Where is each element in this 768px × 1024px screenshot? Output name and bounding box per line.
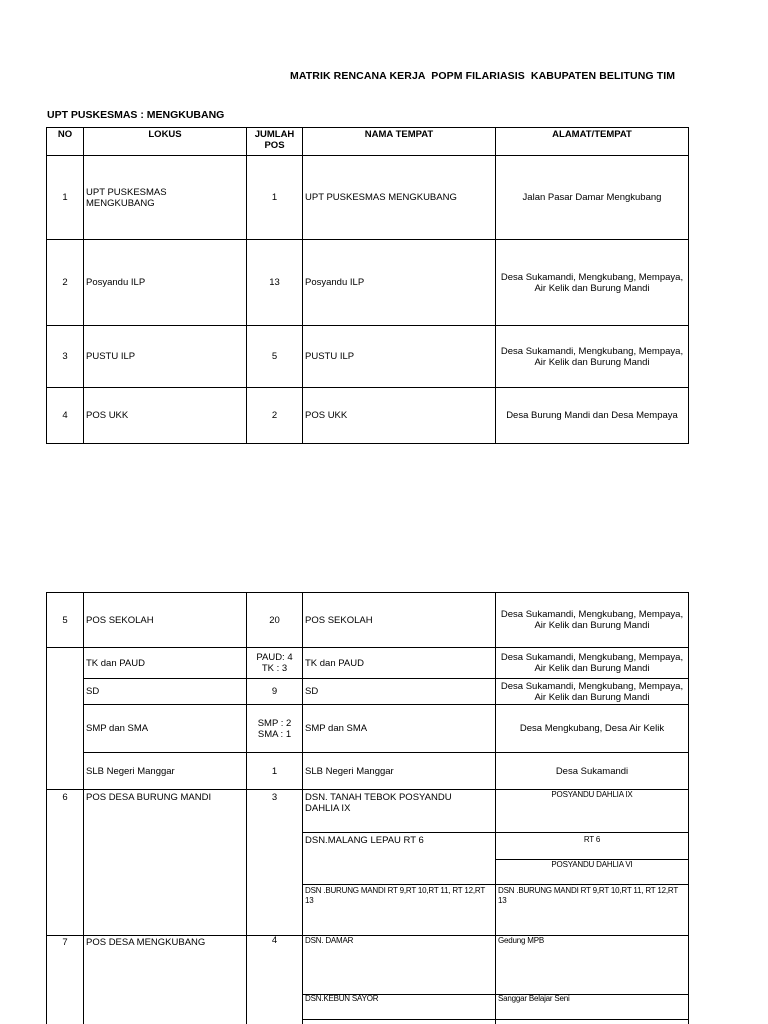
document-title: MATRIK RENCANA KERJA POPM FILARIASIS KABUPATEN BELITUNG TIM — [290, 70, 676, 82]
row-slb-alamat: Desa Sukamandi — [555, 765, 629, 777]
row-7-nama-2: DSN.KEBUN SAYOR — [305, 994, 379, 1003]
row-3-nama: PUSTU ILP — [305, 351, 355, 362]
header-jumlah-pos: JUMLAH POS — [254, 129, 295, 151]
row-sd-alamat: Desa Sukamandi, Mengkubang, Mempaya, Air Kelik dan Burung Mandi — [500, 680, 684, 703]
row-sd-nama: SD — [305, 686, 319, 697]
row-tk-alamat: Desa Sukamandi, Mengkubang, Mempaya, Air Kelik dan Burung Mandi — [500, 652, 684, 674]
row-3-no: 3 — [62, 351, 68, 362]
row-6-nama-1: DSN. TANAH TEBOK POSYANDU DAHLIA IX — [305, 792, 452, 814]
row-6-no: 6 — [62, 792, 68, 803]
row-5-jumlah: 20 — [269, 614, 280, 626]
header-alamat: ALAMAT/TEMPAT — [552, 129, 632, 140]
row-6-lokus: POS DESA BURUNG MANDI — [86, 792, 212, 803]
row-7-lokus: POS DESA MENGKUBANG — [86, 937, 206, 948]
row-slb-jumlah: 1 — [271, 765, 278, 777]
row-2-nama: Posyandu ILP — [305, 277, 365, 288]
row-6-alamat-1: POSYANDU DAHLIA IX — [551, 790, 633, 799]
row-1-alamat: Jalan Pasar Damar Mengkubang — [522, 192, 662, 203]
row-smp-alamat: Desa Mengkubang, Desa Air Kelik — [519, 723, 665, 734]
row-5-lokus: POS SEKOLAH — [86, 614, 154, 626]
row-tk-nama: TK dan PAUD — [305, 657, 364, 669]
row-3-alamat: Desa Sukamandi, Mengkubang, Mempaya, Air Kelik dan Burung Mandi — [500, 345, 684, 368]
row-tk-jumlah: PAUD: 4 TK : 3 — [256, 652, 293, 674]
header-lokus: LOKUS — [148, 129, 182, 140]
row-5-no: 5 — [62, 614, 68, 626]
row-4-lokus: POS UKK — [86, 410, 129, 421]
row-7-nama-1: DSN. DAMAR — [305, 936, 354, 945]
row-7-no: 7 — [62, 937, 68, 948]
row-sd-jumlah: 9 — [271, 686, 278, 697]
row-5-nama: POS SEKOLAH — [305, 614, 373, 626]
row-7-alamat-2: Sanggar Belajar Seni — [498, 994, 570, 1003]
row-4-alamat: Desa Burung Mandi dan Desa Mempaya — [506, 410, 678, 421]
row-6-nama-2: DSN.MALANG LEPAU RT 6 — [305, 835, 424, 846]
upt-label: UPT PUSKESMAS : MENGKUBANG — [47, 109, 225, 121]
row-sd-lokus: SD — [86, 686, 100, 697]
row-2-jumlah: 13 — [269, 277, 280, 288]
row-4-jumlah: 2 — [271, 410, 278, 421]
row-6-jumlah: 3 — [271, 792, 278, 803]
row-1-jumlah: 1 — [271, 192, 278, 203]
row-7-alamat-1: Gedung MPB — [498, 936, 545, 945]
row-1-nama: UPT PUSKESMAS MENGKUBANG — [305, 192, 457, 203]
row-1-lokus: UPT PUSKESMAS MENGKUBANG — [86, 186, 167, 209]
row-5-alamat: Desa Sukamandi, Mengkubang, Mempaya, Air Kelik dan Burung Mandi — [500, 609, 684, 631]
row-3-jumlah: 5 — [271, 351, 278, 362]
row-6-alamat-4: DSN .BURUNG MANDI RT 9,RT 10,RT 11, RT 12,RT 13 — [498, 886, 678, 905]
header-nama-tempat: NAMA TEMPAT — [364, 129, 434, 140]
row-6-alamat-2: RT 6 — [583, 835, 601, 844]
header-no: NO — [57, 129, 73, 140]
row-slb-nama: SLB Negeri Manggar — [305, 765, 394, 777]
row-2-alamat: Desa Sukamandi, Mengkubang, Mempaya, Air Kelik dan Burung Mandi — [500, 271, 684, 294]
row-smp-nama: SMP dan SMA — [305, 723, 368, 734]
row-6-alamat-3: POSYANDU DAHLIA VI — [551, 860, 633, 869]
row-smp-jumlah: SMP : 2 SMA : 1 — [257, 717, 292, 740]
row-slb-lokus: SLB Negeri Manggar — [86, 765, 175, 777]
row-2-no: 2 — [62, 277, 68, 288]
row-4-nama: POS UKK — [305, 410, 348, 421]
row-tk-lokus: TK dan PAUD — [86, 657, 145, 669]
row-smp-lokus: SMP dan SMA — [86, 723, 149, 734]
row-3-lokus: PUSTU ILP — [86, 351, 136, 362]
row-2-lokus: Posyandu ILP — [86, 277, 146, 288]
row-4-no: 4 — [62, 410, 68, 421]
row-7-jumlah: 4 — [271, 935, 278, 946]
row-6-nama-3: DSN .BURUNG MANDI RT 9,RT 10,RT 11, RT 12,RT 13 — [305, 886, 485, 905]
row-1-no: 1 — [62, 192, 68, 203]
